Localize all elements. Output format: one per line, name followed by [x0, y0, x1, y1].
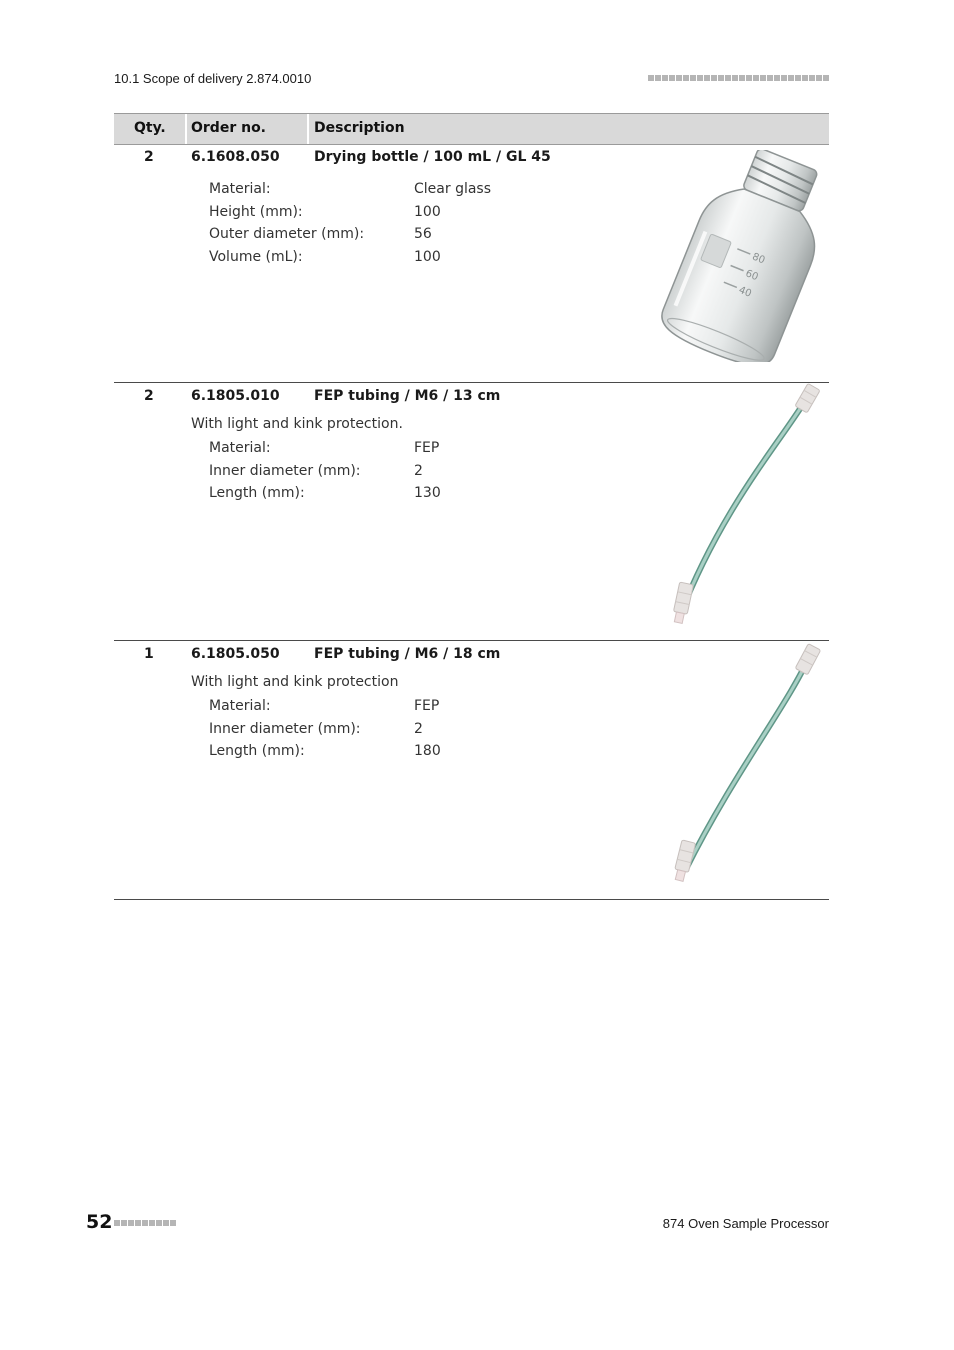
table-row — [114, 383, 829, 641]
header-decoration — [648, 75, 829, 81]
row-title: FEP tubing / M6 / 18 cm — [314, 646, 501, 662]
spec-label: Outer diameter (mm): — [209, 226, 365, 242]
product-name: 874 Oven Sample Processor — [662, 1216, 829, 1231]
spec-value: 2 — [414, 462, 423, 479]
spec-value: 56 — [414, 226, 432, 242]
table-row — [114, 144, 829, 383]
spec-label: Volume (mL): — [209, 248, 303, 265]
row-order-no: 6.1805.050 — [191, 646, 280, 662]
spec-value: Clear glass — [414, 181, 492, 197]
row-title: Drying bottle / 100 mL / GL 45 — [314, 149, 551, 165]
spec-value: 100 — [414, 203, 441, 220]
spec-label: Height (mm): — [209, 203, 303, 220]
page-number: 52 — [86, 1211, 113, 1233]
spec-value: 130 — [414, 485, 441, 501]
spec-value: FEP — [414, 440, 440, 456]
spec-label: Material: — [209, 440, 271, 456]
section-title: 10.1 Scope of delivery 2.874.0010 — [114, 71, 312, 86]
glass-bottle-icon — [654, 150, 830, 362]
spec-value: FEP — [414, 698, 440, 714]
row-note: With light and kink protection — [191, 674, 399, 690]
row-note: With light and kink protection. — [191, 416, 403, 432]
spec-label: Material: — [209, 181, 271, 197]
column-header-order-no: Order no. — [191, 120, 267, 136]
graduation-80: 80 — [750, 251, 767, 267]
footer-decoration — [114, 1220, 176, 1226]
graduation-40: 40 — [736, 284, 753, 300]
row-qty: 2 — [144, 388, 154, 404]
spec-value: 180 — [414, 743, 441, 759]
spec-label: Inner diameter (mm): — [209, 462, 361, 479]
row-title: FEP tubing / M6 / 13 cm — [314, 388, 501, 404]
spec-value: 2 — [414, 720, 423, 737]
row-order-no: 6.1805.010 — [191, 388, 280, 404]
tubing-icon — [664, 643, 824, 887]
row-qty: 1 — [144, 646, 154, 662]
spec-value: 100 — [414, 248, 441, 265]
row-qty: 2 — [144, 149, 154, 165]
table-header — [114, 113, 829, 145]
tubing-icon — [664, 383, 824, 627]
table-row — [114, 641, 829, 900]
spec-label: Inner diameter (mm): — [209, 720, 361, 737]
spec-label: Length (mm): — [209, 485, 305, 501]
spec-label: Length (mm): — [209, 743, 305, 759]
column-header-qty: Qty. — [134, 120, 166, 136]
spec-label: Material: — [209, 698, 271, 714]
graduation-60: 60 — [743, 268, 760, 284]
row-order-no: 6.1608.050 — [191, 149, 280, 165]
column-header-description: Description — [314, 120, 405, 136]
